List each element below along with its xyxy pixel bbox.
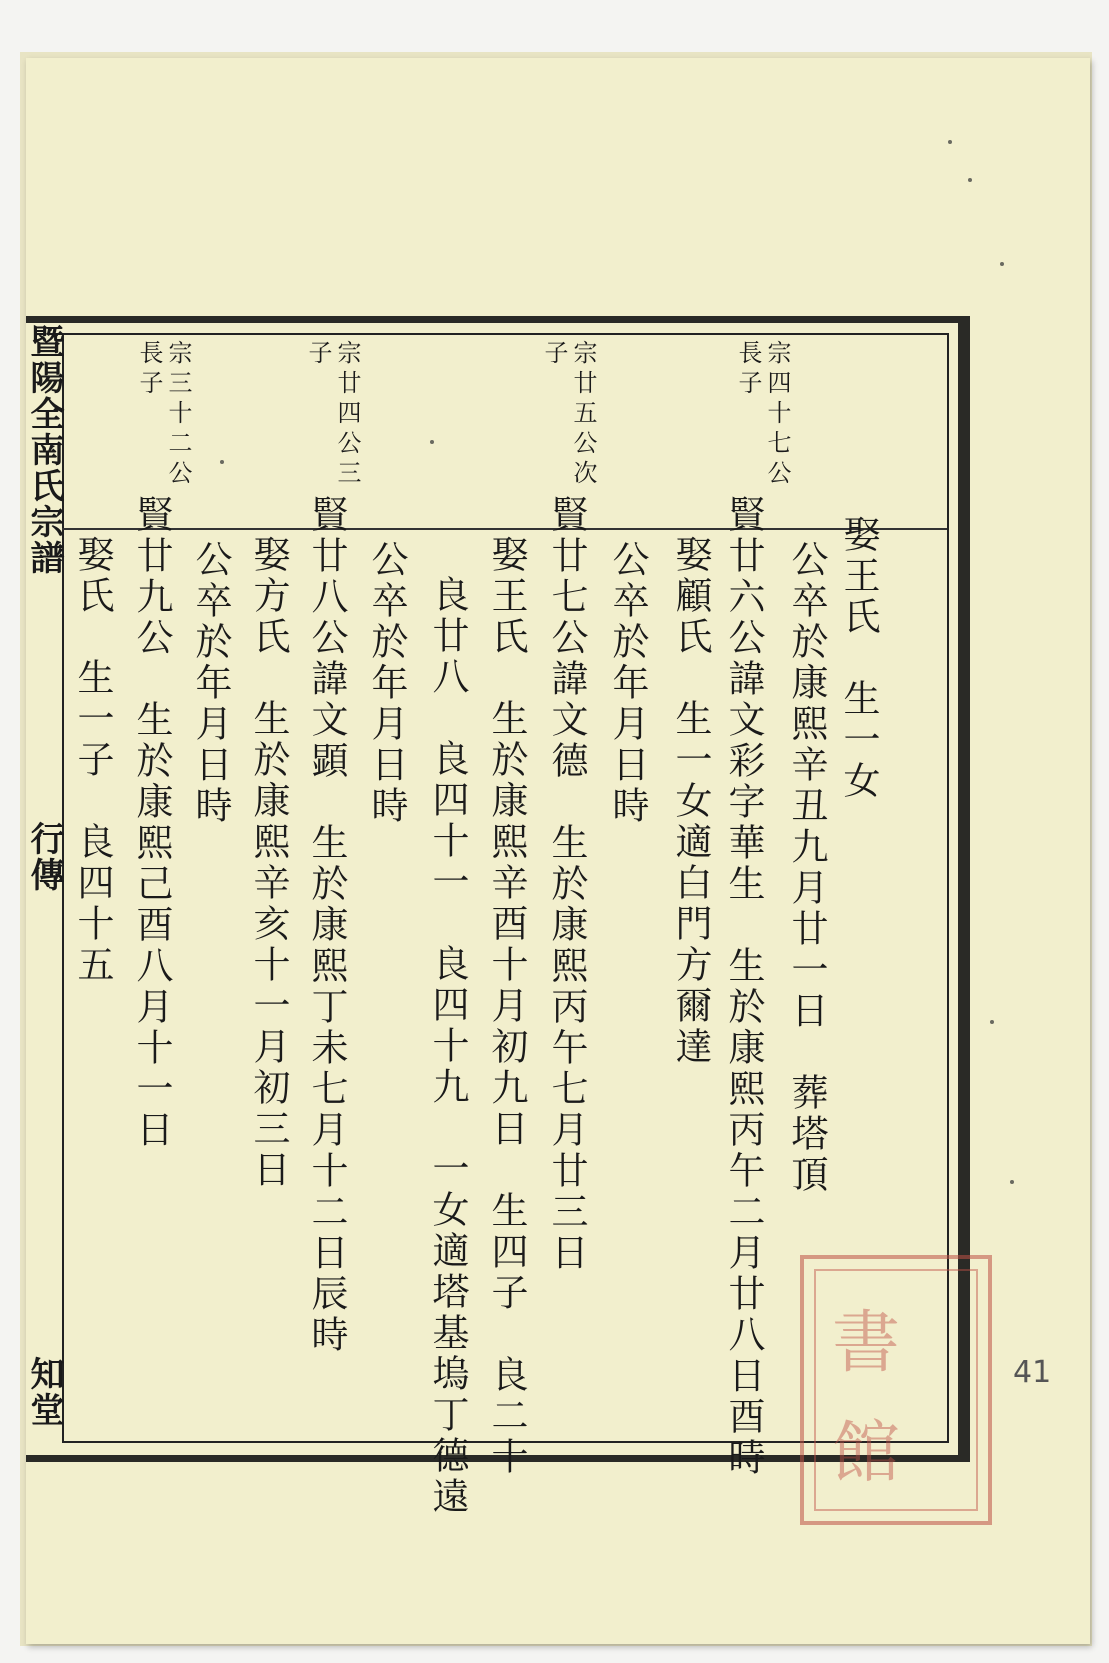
section-label: 行傳	[24, 821, 64, 893]
entry-line-2: 公卒於康熙辛丑九月廿一日 葬塔頂	[785, 540, 828, 1196]
upper-note-4a: 宗三十二公	[164, 340, 192, 490]
entry-line-1: 娶王氏 生一女	[837, 515, 880, 802]
entry-line-4: 娶顧氏 生一女適白門方爾達	[669, 535, 712, 1068]
entry-line-12: 公卒於年月日時	[189, 540, 232, 827]
entry-line-6: 賢廿七公諱文德 生於康熙丙午七月廿三日	[545, 495, 588, 1274]
library-seal-stamp: 書 館	[800, 1255, 992, 1525]
entry-line-3: 賢廿六公諱文彩字華生 生於康熙丙午二月廿八日酉時	[722, 495, 765, 1479]
entry-line-14: 娶氏 生一子 良四十五	[71, 535, 114, 986]
entry-line-5: 公卒於年月日時	[606, 540, 649, 827]
entry-line-7: 娶王氏 生於康熙辛酉十月初九日 生四子 良二十	[485, 535, 528, 1478]
entry-line-10: 賢廿八公諱文顕 生於康熙丁未七月十二日辰時	[305, 495, 348, 1356]
ink-speck	[990, 1020, 994, 1024]
banxin-column	[26, 316, 62, 1462]
upper-note-1b: 長子	[734, 340, 762, 400]
hall-name: 知堂	[24, 1356, 64, 1428]
entry-line-9: 公卒於年月日時	[365, 540, 408, 827]
ink-speck	[948, 140, 952, 144]
ink-speck	[220, 460, 224, 464]
ink-speck	[1000, 262, 1004, 266]
ink-speck	[968, 178, 972, 182]
upper-note-2b: 子	[540, 340, 568, 370]
ink-speck	[430, 440, 434, 444]
register-divider	[62, 528, 947, 530]
upper-note-1a: 宗四十七公	[763, 340, 791, 490]
ink-speck	[1010, 1180, 1014, 1184]
entry-line-13: 賢廿九公 生於康熙己酉八月十一日	[130, 495, 173, 1151]
upper-note-3a: 宗廿四公三	[333, 340, 361, 490]
entry-line-11: 娶方氏 生於康熙辛亥十一月初三日	[247, 535, 290, 1191]
upper-note-2a: 宗廿五公次	[569, 340, 597, 490]
entry-line-8: 良廿八 良四十一 良四十九 一女適塔基塢丁德遠	[426, 575, 469, 1518]
book-title: 暨陽全南氏宗譜	[24, 324, 64, 576]
upper-note-3b: 子	[304, 340, 332, 370]
upper-note-4b: 長子	[135, 340, 163, 400]
pencil-folio-note: 41	[1013, 1355, 1052, 1390]
